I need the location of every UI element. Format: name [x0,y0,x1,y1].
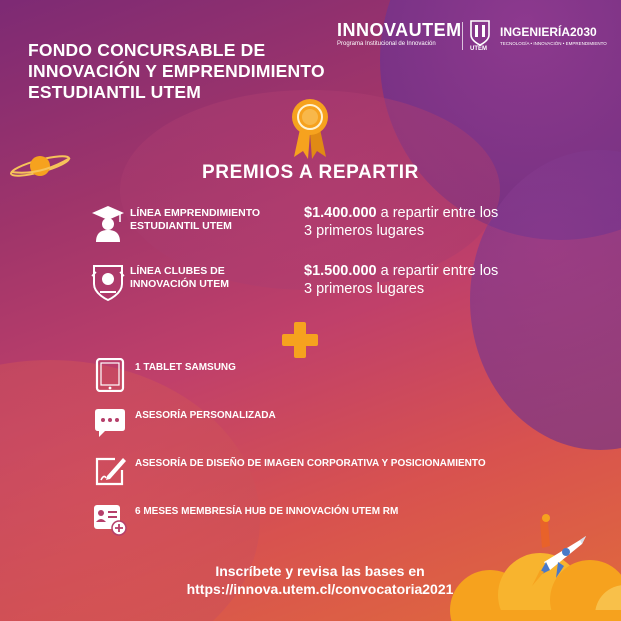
prize-amount-text [304,262,564,298]
prize-amount-rest: a repartir entre los [376,263,499,279]
extra-prize-label: 1 TABLET SAMSUNG [135,362,236,373]
prize-line-label [130,207,295,233]
prize-amount-rest2: 3 primeros lugares [304,281,425,297]
plus-icon [282,322,318,358]
utem-shield-icon [470,20,490,46]
extra-prize-label: 6 MESES MEMBRESÍA HUB DE INNOVACIÓN UTEM RM [135,506,399,517]
innova-utem-logo [337,20,462,54]
utem-shield-label: UTEM [470,46,487,52]
extra-prize-label: ASESORÍA PERSONALIZADA [135,410,276,421]
prize-row [90,204,570,248]
extra-prize-item [93,454,553,488]
prize-label-line: ESTUDIANTIL UTEM [130,220,232,232]
title-line: INNOVACIÓN Y EMPRENDIMIENTO [28,61,325,81]
ingenieria-logo-word: INGENIERÍA2030 [500,25,597,39]
extra-prize-item [93,502,553,536]
utem-ingenieria-logo [470,20,610,54]
prize-row [90,262,570,306]
section-title: PREMIOS A REPARTIR [202,162,419,183]
innova-logo-word: INNOVAUTEM [337,20,462,40]
extra-prize-item [93,406,553,440]
ingenieria-logo-subtitle: TECNOLOGÍA • INNOVACIÓN • EMPRENDIMIENTO [500,41,607,46]
logo-divider [462,22,463,50]
graduate-icon [90,204,126,244]
footer-call-to-action [110,562,530,598]
rocket-icon [520,510,590,590]
footer-line: Inscríbete y revisa las bases en [215,563,425,579]
club-emblem-icon [90,262,126,302]
footer-url[interactable]: https://innova.utem.cl/convocatoria2021 [186,581,454,597]
extra-prize-item [93,358,553,392]
poster-title [28,40,325,103]
tablet-icon [93,358,127,392]
chat-bubble-icon [93,406,127,440]
prize-amount-rest: a repartir entre los [376,205,499,221]
prize-line-label [130,265,295,291]
extra-prize-label: ASESORÍA DE DISEÑO DE IMAGEN CORPORATIVA Y POSICIONAMIENTO [135,458,486,469]
prize-label-line: LÍNEA CLUBES DE [130,265,225,277]
prize-amount-text [304,204,564,240]
title-line: ESTUDIANTIL UTEM [28,82,202,102]
title-line: FONDO CONCURSABLE DE [28,40,266,60]
prize-amount: $1.500.000 [304,263,377,279]
prize-label-line: LÍNEA EMPRENDIMIENTO [130,207,261,219]
prize-amount: $1.400.000 [304,205,377,221]
prize-amount-rest2: 3 primeros lugares [304,223,425,239]
prize-label-line: INNOVACIÓN UTEM [130,278,229,290]
innova-logo-subtitle: Programa Institucional de Innovación [337,41,436,47]
design-pen-icon [93,454,127,488]
medal-icon [290,97,330,161]
membership-card-icon [93,502,127,536]
